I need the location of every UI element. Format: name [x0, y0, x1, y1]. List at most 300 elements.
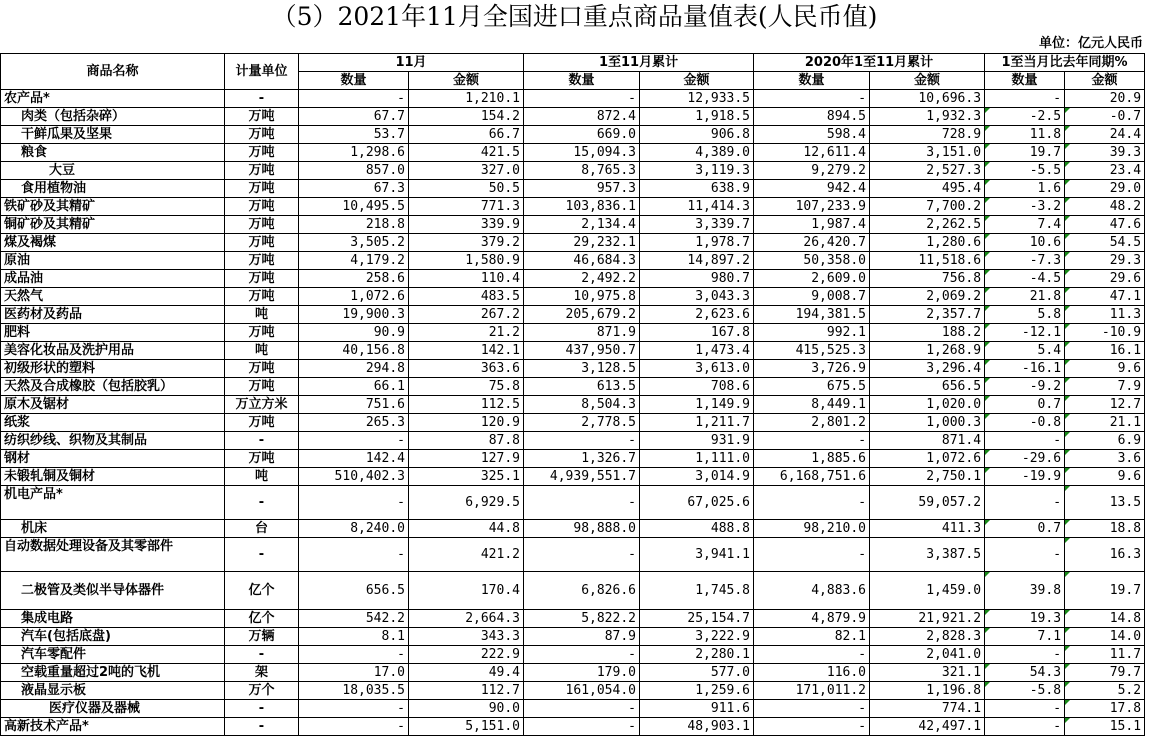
table-row: [1, 216, 1145, 234]
value-cell: 9.6: [1065, 468, 1145, 486]
header-amt: 金额: [409, 72, 524, 90]
import-commodity-table: [0, 53, 1145, 736]
value-cell: 222.9: [409, 646, 524, 664]
value-cell: 16.3: [1065, 538, 1145, 572]
value-cell: 708.6: [640, 378, 754, 396]
value-cell: 50,358.0: [754, 252, 870, 270]
value-cell: 19.3: [985, 610, 1065, 628]
value-cell: 4,879.9: [754, 610, 870, 628]
value-cell: 112.5: [409, 396, 524, 414]
table-row: [1, 682, 1145, 700]
measure-unit: 万吨: [225, 288, 299, 306]
value-cell: 872.4: [524, 108, 640, 126]
value-cell: 1,280.6: [870, 234, 985, 252]
value-cell: -: [985, 646, 1065, 664]
value-cell: 21,921.2: [870, 610, 985, 628]
header-qty: 数量: [299, 72, 409, 90]
value-cell: 3,119.3: [640, 162, 754, 180]
value-cell: 258.6: [299, 270, 409, 288]
commodity-name: 初级形状的塑料: [1, 360, 225, 378]
value-cell: -9.2: [985, 378, 1065, 396]
measure-unit: 万吨: [225, 378, 299, 396]
commodity-name: 集成电路: [1, 610, 225, 628]
header-qty: 数量: [754, 72, 870, 90]
value-cell: 1,268.9: [870, 342, 985, 360]
value-cell: 992.1: [754, 324, 870, 342]
value-cell: -3.2: [985, 198, 1065, 216]
value-cell: 9.6: [1065, 360, 1145, 378]
measure-unit: -: [225, 718, 299, 736]
value-cell: 11,518.6: [870, 252, 985, 270]
table-row: [1, 718, 1145, 736]
table-row: [1, 198, 1145, 216]
value-cell: 7,700.2: [870, 198, 985, 216]
value-cell: 103,836.1: [524, 198, 640, 216]
value-cell: 1,459.0: [870, 572, 985, 610]
value-cell: 21.8: [985, 288, 1065, 306]
commodity-name: 食用植物油: [1, 180, 225, 198]
value-cell: -: [985, 432, 1065, 450]
value-cell: 1,932.3: [870, 108, 985, 126]
table-row: [1, 486, 1145, 520]
value-cell: -: [299, 538, 409, 572]
commodity-name: 煤及褐煤: [1, 234, 225, 252]
commodity-name: 自动数据处理设备及其零部件: [1, 538, 225, 572]
table-row: [1, 520, 1145, 538]
commodity-name: 天然及合成橡胶（包括胶乳）: [1, 378, 225, 396]
table-row: [1, 572, 1145, 610]
value-cell: 2,609.0: [754, 270, 870, 288]
value-cell: 2,828.3: [870, 628, 985, 646]
measure-unit: 万吨: [225, 234, 299, 252]
value-cell: 957.3: [524, 180, 640, 198]
value-cell: 49.4: [409, 664, 524, 682]
commodity-name: 纺织纱线、织物及其制品: [1, 432, 225, 450]
value-cell: 18,035.5: [299, 682, 409, 700]
value-cell: -: [299, 90, 409, 108]
header-amt: 金额: [1065, 72, 1145, 90]
value-cell: 5,822.2: [524, 610, 640, 628]
value-cell: 2,664.3: [409, 610, 524, 628]
value-cell: 1,326.7: [524, 450, 640, 468]
value-cell: 10,975.8: [524, 288, 640, 306]
value-cell: 15,094.3: [524, 144, 640, 162]
value-cell: 669.0: [524, 126, 640, 144]
value-cell: -: [299, 432, 409, 450]
value-cell: 1.6: [985, 180, 1065, 198]
value-cell: 2,750.1: [870, 468, 985, 486]
header-nov: 11月: [299, 54, 524, 72]
value-cell: 170.4: [409, 572, 524, 610]
measure-unit: 万吨: [225, 198, 299, 216]
commodity-name: 肥料: [1, 324, 225, 342]
value-cell: 2,262.5: [870, 216, 985, 234]
commodity-name: 医药材及药品: [1, 306, 225, 324]
value-cell: -0.7: [1065, 108, 1145, 126]
value-cell: 15.1: [1065, 718, 1145, 736]
value-cell: 11.7: [1065, 646, 1145, 664]
value-cell: 10.6: [985, 234, 1065, 252]
measure-unit: 万辆: [225, 628, 299, 646]
value-cell: -: [754, 432, 870, 450]
table-row: [1, 108, 1145, 126]
commodity-name: 天然气: [1, 288, 225, 306]
measure-unit: 万个: [225, 682, 299, 700]
value-cell: 6,168,751.6: [754, 468, 870, 486]
commodity-name: 机电产品*: [1, 486, 225, 520]
commodity-name: 二极管及类似半导体器件: [1, 572, 225, 610]
value-cell: 87.8: [409, 432, 524, 450]
measure-unit: -: [225, 432, 299, 450]
value-cell: 46,684.3: [524, 252, 640, 270]
measure-unit: 吨: [225, 306, 299, 324]
value-cell: 2,623.6: [640, 306, 754, 324]
value-cell: 24.4: [1065, 126, 1145, 144]
value-cell: -19.9: [985, 468, 1065, 486]
value-cell: 53.7: [299, 126, 409, 144]
value-cell: 29.3: [1065, 252, 1145, 270]
value-cell: 90.9: [299, 324, 409, 342]
value-cell: 82.1: [754, 628, 870, 646]
value-cell: 774.1: [870, 700, 985, 718]
value-cell: 29.0: [1065, 180, 1145, 198]
value-cell: 7.1: [985, 628, 1065, 646]
value-cell: 179.0: [524, 664, 640, 682]
value-cell: 1,111.0: [640, 450, 754, 468]
unit-note: 单位：亿元人民币: [1038, 36, 1143, 51]
table-row: [1, 234, 1145, 252]
value-cell: 2,069.2: [870, 288, 985, 306]
value-cell: 1,473.4: [640, 342, 754, 360]
value-cell: 110.4: [409, 270, 524, 288]
commodity-name: 纸浆: [1, 414, 225, 432]
table-row: [1, 270, 1145, 288]
value-cell: 8,240.0: [299, 520, 409, 538]
value-cell: 67.3: [299, 180, 409, 198]
value-cell: 50.5: [409, 180, 524, 198]
value-cell: 107,233.9: [754, 198, 870, 216]
commodity-name: 医疗仪器及器械: [1, 700, 225, 718]
value-cell: -: [524, 90, 640, 108]
measure-unit: 万吨: [225, 414, 299, 432]
header-qty: 数量: [985, 72, 1065, 90]
measure-unit: 万吨: [225, 162, 299, 180]
value-cell: 2,134.4: [524, 216, 640, 234]
measure-unit: -: [225, 486, 299, 520]
value-cell: 495.4: [870, 180, 985, 198]
value-cell: -: [985, 90, 1065, 108]
value-cell: 17.8: [1065, 700, 1145, 718]
value-cell: 871.4: [870, 432, 985, 450]
value-cell: 5.8: [985, 306, 1065, 324]
value-cell: 39.8: [985, 572, 1065, 610]
measure-unit: 万立方米: [225, 396, 299, 414]
value-cell: 18.8: [1065, 520, 1145, 538]
table-row: [1, 468, 1145, 486]
measure-unit: 万吨: [225, 216, 299, 234]
header-qty: 数量: [524, 72, 640, 90]
commodity-name: 美容化妆品及洗护用品: [1, 342, 225, 360]
value-cell: -: [754, 90, 870, 108]
value-cell: -: [299, 718, 409, 736]
measure-unit: 架: [225, 664, 299, 682]
value-cell: 48.2: [1065, 198, 1145, 216]
value-cell: 2,527.3: [870, 162, 985, 180]
commodity-name: 空载重量超过2吨的飞机: [1, 664, 225, 682]
table-row: [1, 664, 1145, 682]
value-cell: 3,296.4: [870, 360, 985, 378]
table-row: [1, 288, 1145, 306]
table-row: [1, 610, 1145, 628]
value-cell: 19,900.3: [299, 306, 409, 324]
value-cell: -16.1: [985, 360, 1065, 378]
value-cell: 59,057.2: [870, 486, 985, 520]
value-cell: -: [524, 432, 640, 450]
value-cell: 3,505.2: [299, 234, 409, 252]
table-row: [1, 144, 1145, 162]
value-cell: 116.0: [754, 664, 870, 682]
measure-unit: 亿个: [225, 572, 299, 610]
value-cell: 411.3: [870, 520, 985, 538]
table-row: [1, 628, 1145, 646]
value-cell: 2,280.1: [640, 646, 754, 664]
value-cell: 29,232.1: [524, 234, 640, 252]
value-cell: 14.0: [1065, 628, 1145, 646]
value-cell: -: [299, 486, 409, 520]
table-row: [1, 180, 1145, 198]
value-cell: 3,222.9: [640, 628, 754, 646]
page-title: （5）2021年11月全国进口重点商品量值表(人民币值): [271, 2, 878, 31]
value-cell: 421.2: [409, 538, 524, 572]
value-cell: 6,929.5: [409, 486, 524, 520]
table-row: [1, 396, 1145, 414]
value-cell: 120.9: [409, 414, 524, 432]
value-cell: 142.4: [299, 450, 409, 468]
value-cell: 0.7: [985, 520, 1065, 538]
value-cell: 5,151.0: [409, 718, 524, 736]
value-cell: 325.1: [409, 468, 524, 486]
value-cell: 4,389.0: [640, 144, 754, 162]
value-cell: -7.3: [985, 252, 1065, 270]
value-cell: -: [754, 700, 870, 718]
value-cell: 21.1: [1065, 414, 1145, 432]
value-cell: 54.3: [985, 664, 1065, 682]
value-cell: -: [524, 718, 640, 736]
value-cell: -: [299, 646, 409, 664]
value-cell: 9,008.7: [754, 288, 870, 306]
table-row: [1, 700, 1145, 718]
value-cell: 906.8: [640, 126, 754, 144]
value-cell: 598.4: [754, 126, 870, 144]
value-cell: -: [524, 538, 640, 572]
measure-unit: 吨: [225, 342, 299, 360]
value-cell: 3,387.5: [870, 538, 985, 572]
value-cell: 75.8: [409, 378, 524, 396]
table-row: [1, 162, 1145, 180]
value-cell: 2,778.5: [524, 414, 640, 432]
value-cell: 267.2: [409, 306, 524, 324]
measure-unit: 亿个: [225, 610, 299, 628]
value-cell: 21.2: [409, 324, 524, 342]
value-cell: 5.2: [1065, 682, 1145, 700]
value-cell: 40,156.8: [299, 342, 409, 360]
value-cell: 343.3: [409, 628, 524, 646]
value-cell: 39.3: [1065, 144, 1145, 162]
value-cell: 3,941.1: [640, 538, 754, 572]
value-cell: 10,495.5: [299, 198, 409, 216]
value-cell: 1,149.9: [640, 396, 754, 414]
value-cell: 42,497.1: [870, 718, 985, 736]
value-cell: -: [754, 718, 870, 736]
measure-unit: 台: [225, 520, 299, 538]
commodity-name: 铁矿砂及其精矿: [1, 198, 225, 216]
value-cell: 6,826.6: [524, 572, 640, 610]
value-cell: 3,151.0: [870, 144, 985, 162]
table-row: [1, 252, 1145, 270]
commodity-name: 高新技术产品*: [1, 718, 225, 736]
commodity-name: 机床: [1, 520, 225, 538]
value-cell: 942.4: [754, 180, 870, 198]
measure-unit: -: [225, 646, 299, 664]
value-cell: 483.5: [409, 288, 524, 306]
value-cell: 4,883.6: [754, 572, 870, 610]
value-cell: 205,679.2: [524, 306, 640, 324]
value-cell: 98,210.0: [754, 520, 870, 538]
value-cell: 1,885.6: [754, 450, 870, 468]
value-cell: 1,000.3: [870, 414, 985, 432]
header-2020-jan-nov: 2020年1至11月累计: [754, 54, 985, 72]
value-cell: 11,414.3: [640, 198, 754, 216]
value-cell: 90.0: [409, 700, 524, 718]
value-cell: 415,525.3: [754, 342, 870, 360]
value-cell: 1,987.4: [754, 216, 870, 234]
value-cell: 112.7: [409, 682, 524, 700]
table-row: [1, 324, 1145, 342]
value-cell: 66.7: [409, 126, 524, 144]
value-cell: 1,745.8: [640, 572, 754, 610]
value-cell: 3.6: [1065, 450, 1145, 468]
value-cell: 19.7: [985, 144, 1065, 162]
value-cell: 510,402.3: [299, 468, 409, 486]
value-cell: 14,897.2: [640, 252, 754, 270]
value-cell: 66.1: [299, 378, 409, 396]
header-unit: 计量单位: [225, 54, 299, 90]
table-row: [1, 432, 1145, 450]
value-cell: 13.5: [1065, 486, 1145, 520]
value-cell: 894.5: [754, 108, 870, 126]
value-cell: -4.5: [985, 270, 1065, 288]
value-cell: -: [524, 646, 640, 664]
table-row: [1, 414, 1145, 432]
value-cell: 12,933.5: [640, 90, 754, 108]
value-cell: 1,298.6: [299, 144, 409, 162]
value-cell: -2.5: [985, 108, 1065, 126]
value-cell: 44.8: [409, 520, 524, 538]
value-cell: 8,504.3: [524, 396, 640, 414]
value-cell: -12.1: [985, 324, 1065, 342]
commodity-name: 汽车零配件: [1, 646, 225, 664]
value-cell: -: [754, 646, 870, 664]
value-cell: 3,726.9: [754, 360, 870, 378]
value-cell: 47.6: [1065, 216, 1145, 234]
value-cell: 171,011.2: [754, 682, 870, 700]
table-row: [1, 378, 1145, 396]
commodity-name: 粮食: [1, 144, 225, 162]
value-cell: 142.1: [409, 342, 524, 360]
value-cell: 1,978.7: [640, 234, 754, 252]
commodity-name: 成品油: [1, 270, 225, 288]
table-row: [1, 126, 1145, 144]
header-yoy: 1至当月比去年同期%: [985, 54, 1145, 72]
value-cell: 12.7: [1065, 396, 1145, 414]
measure-unit: 吨: [225, 468, 299, 486]
value-cell: 1,580.9: [409, 252, 524, 270]
value-cell: -: [985, 538, 1065, 572]
measure-unit: -: [225, 90, 299, 108]
value-cell: 194,381.5: [754, 306, 870, 324]
value-cell: 8.1: [299, 628, 409, 646]
value-cell: 751.6: [299, 396, 409, 414]
commodity-name: 钢材: [1, 450, 225, 468]
value-cell: 1,259.6: [640, 682, 754, 700]
value-cell: 980.7: [640, 270, 754, 288]
header-name: 商品名称: [1, 54, 225, 90]
value-cell: -: [985, 700, 1065, 718]
commodity-name: 原木及锯材: [1, 396, 225, 414]
value-cell: 6.9: [1065, 432, 1145, 450]
value-cell: -10.9: [1065, 324, 1145, 342]
measure-unit: 万吨: [225, 144, 299, 162]
value-cell: 871.9: [524, 324, 640, 342]
measure-unit: 万吨: [225, 252, 299, 270]
commodity-name: 汽车(包括底盘): [1, 628, 225, 646]
value-cell: 931.9: [640, 432, 754, 450]
value-cell: -5.8: [985, 682, 1065, 700]
commodity-name: 农产品*: [1, 90, 225, 108]
value-cell: 488.8: [640, 520, 754, 538]
value-cell: 3,339.7: [640, 216, 754, 234]
value-cell: 3,014.9: [640, 468, 754, 486]
value-cell: 7.4: [985, 216, 1065, 234]
value-cell: 437,950.7: [524, 342, 640, 360]
measure-unit: 万吨: [225, 324, 299, 342]
commodity-name: 铜矿砂及其精矿: [1, 216, 225, 234]
value-cell: -: [985, 718, 1065, 736]
value-cell: 656.5: [299, 572, 409, 610]
value-cell: 67.7: [299, 108, 409, 126]
value-cell: 4,939,551.7: [524, 468, 640, 486]
value-cell: -0.8: [985, 414, 1065, 432]
value-cell: 17.0: [299, 664, 409, 682]
commodity-name: 未锻轧铜及铜材: [1, 468, 225, 486]
value-cell: 756.8: [870, 270, 985, 288]
value-cell: -: [524, 700, 640, 718]
table-row: [1, 306, 1145, 324]
commodity-name: 干鲜瓜果及坚果: [1, 126, 225, 144]
value-cell: 3,613.0: [640, 360, 754, 378]
measure-unit: 万吨: [225, 180, 299, 198]
value-cell: 127.9: [409, 450, 524, 468]
value-cell: 11.3: [1065, 306, 1145, 324]
value-cell: 29.6: [1065, 270, 1145, 288]
value-cell: -: [754, 486, 870, 520]
value-cell: 577.0: [640, 664, 754, 682]
value-cell: 188.2: [870, 324, 985, 342]
value-cell: 12,611.4: [754, 144, 870, 162]
value-cell: 1,072.6: [870, 450, 985, 468]
value-cell: 1,196.8: [870, 682, 985, 700]
value-cell: 5.4: [985, 342, 1065, 360]
